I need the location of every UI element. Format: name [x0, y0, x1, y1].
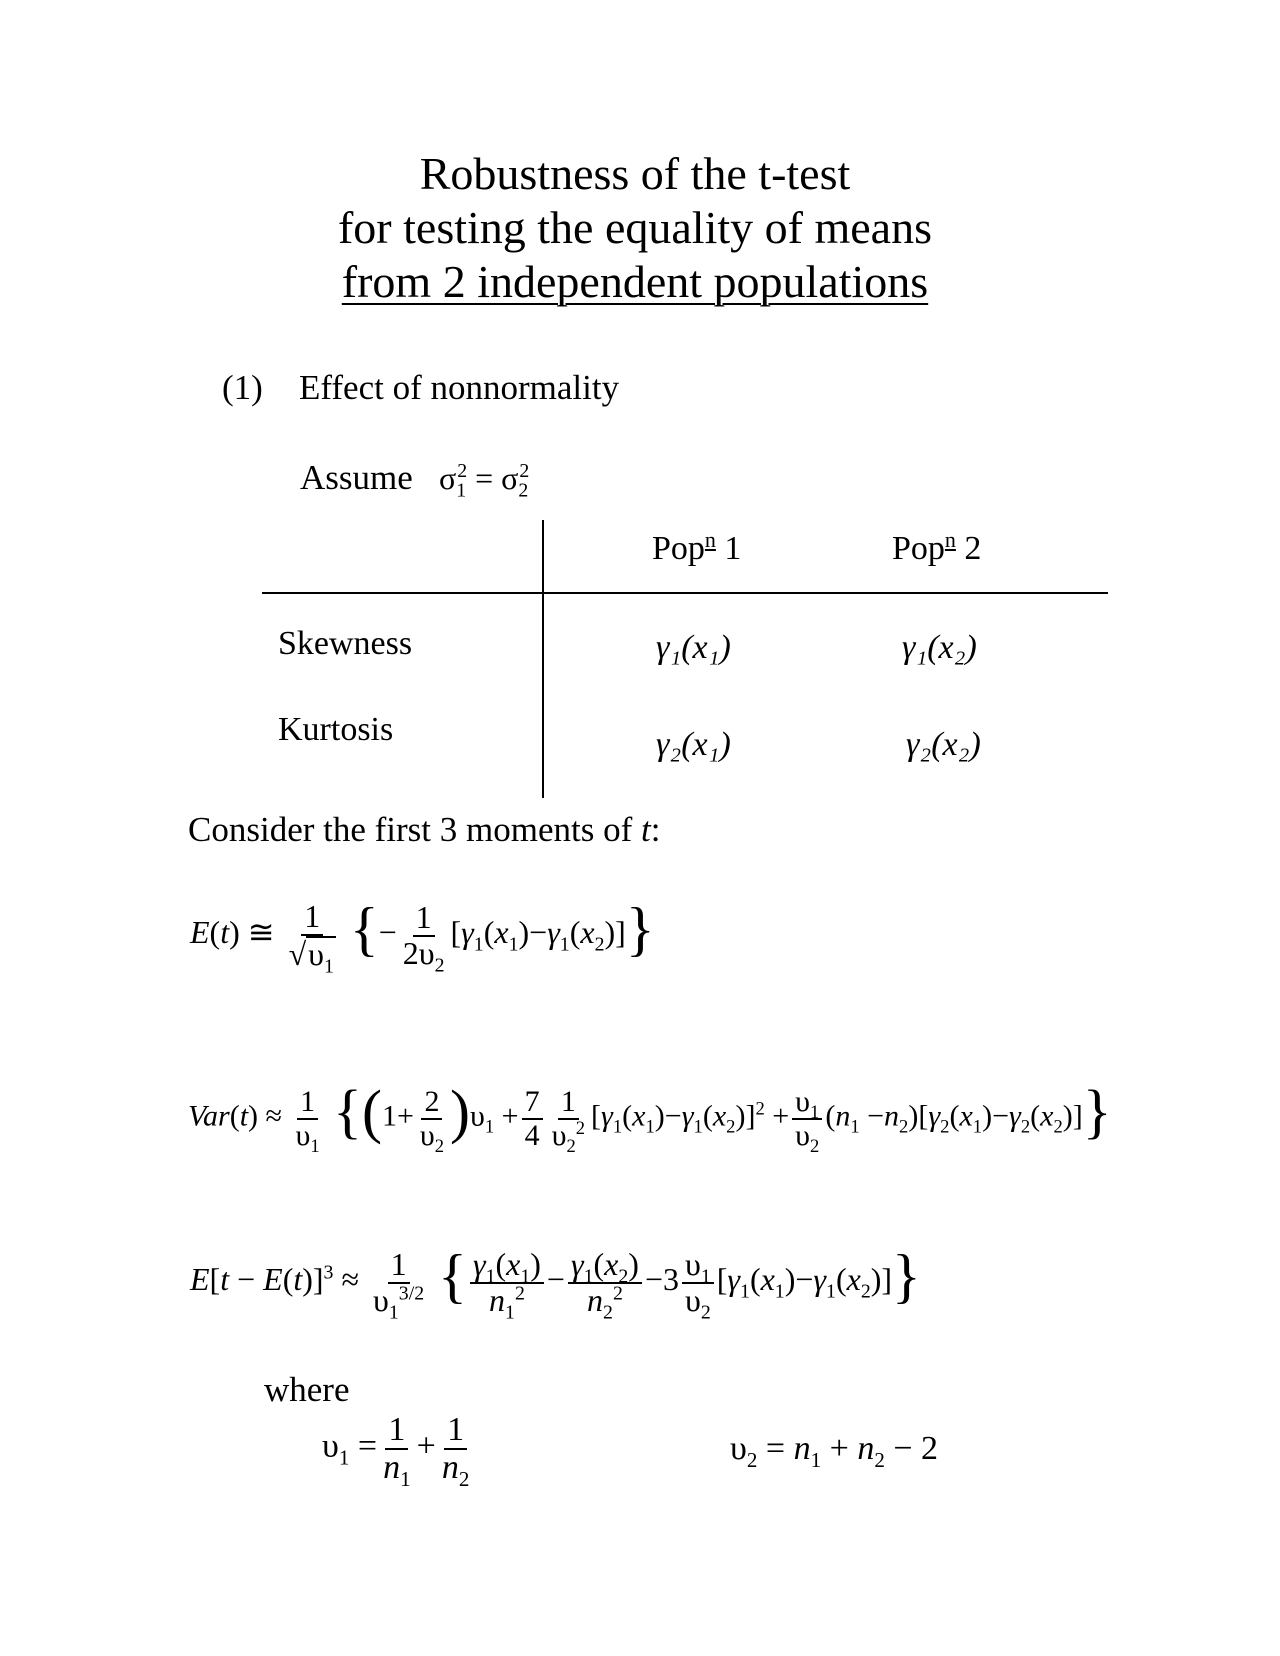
section-heading: Effect of nonnormality [299, 368, 620, 407]
table-header-rule [262, 592, 1108, 594]
assume-label: Assume [300, 458, 413, 497]
sigma-equality: $\sigma_1^2 = \sigma_2^2$ [439, 460, 530, 502]
title-line-2: for testing the equality of means [337, 202, 932, 253]
equation-variance: Var(t) ≈ $\frac{1}{\upsilon_1}$ {(1+ $\frac{2}{\upsilon_2}$ )$\upsilon_1$ + $\frac{7}{4}$ $\frac{1}{\upsilon_2^2}$ $[\gamma_1(x_1)-\gamma_1(x_2)]^2$ + $\frac{\upsilon_1}{\upsilon_2}$ $(n_1 -n_2)[\gamma_2(x_1)-\gamma_2(x_2)]$} [188, 1078, 1112, 1157]
assume-line [300, 458, 530, 502]
table-header-pop2: Pop$^n$ 2 [892, 527, 982, 567]
table-header-pop1: Pop$^n$ 1 [652, 527, 742, 567]
title-line-1: Robustness of the t-test [419, 148, 851, 199]
title-line-3 [0, 253, 1270, 311]
equation-expectation: E(t) ≅ $\frac{1}{√\upsilon_1}$ {− $\frac{1}{2\upsilon_2}$ $[\gamma_1(x_1)-\gamma_1(x_2)]$} [190, 895, 655, 977]
section-number: (1) [222, 368, 263, 407]
row-label-kurtosis: Kurtosis [278, 711, 394, 748]
where-label: where [264, 1370, 350, 1409]
table-vertical-rule [542, 520, 544, 798]
cell-skewness-pop1: γ₁(x₁) [656, 629, 731, 666]
equation-upsilon-1: $\upsilon_1$ = $\frac{1}{n_1}$ + $\frac{1}{n_2}$ [322, 1411, 470, 1491]
consider-line: Consider the first 3 moments of t: [188, 810, 661, 849]
cell-kurtosis-pop2: γ₂(x₂) [906, 726, 981, 763]
cell-skewness-pop2: γ₁(x₂) [902, 629, 977, 666]
title-line-3-text: from 2 independent populations [341, 256, 929, 307]
cell-kurtosis-pop1: γ₂(x₁) [656, 726, 731, 763]
equation-upsilon-2: $\upsilon_2 = n_1 + n_2 - 2$ [730, 1430, 939, 1472]
equation-third-moment: $E[t - E(t)]^3$ ≈ $\frac{1}{\upsilon_1^{3/2}}$ { $\frac{\gamma_1(x_1)}{n_1^2}$ − $\frac{\gamma_1(x_2)}{n_2^2}$ −3 $\frac{\upsilon_1}{\upsilon_2}$ $[\gamma_1(x_1)-\gamma_1(x_2)]$} [190, 1242, 921, 1323]
row-label-skewness: Skewness [278, 625, 413, 662]
